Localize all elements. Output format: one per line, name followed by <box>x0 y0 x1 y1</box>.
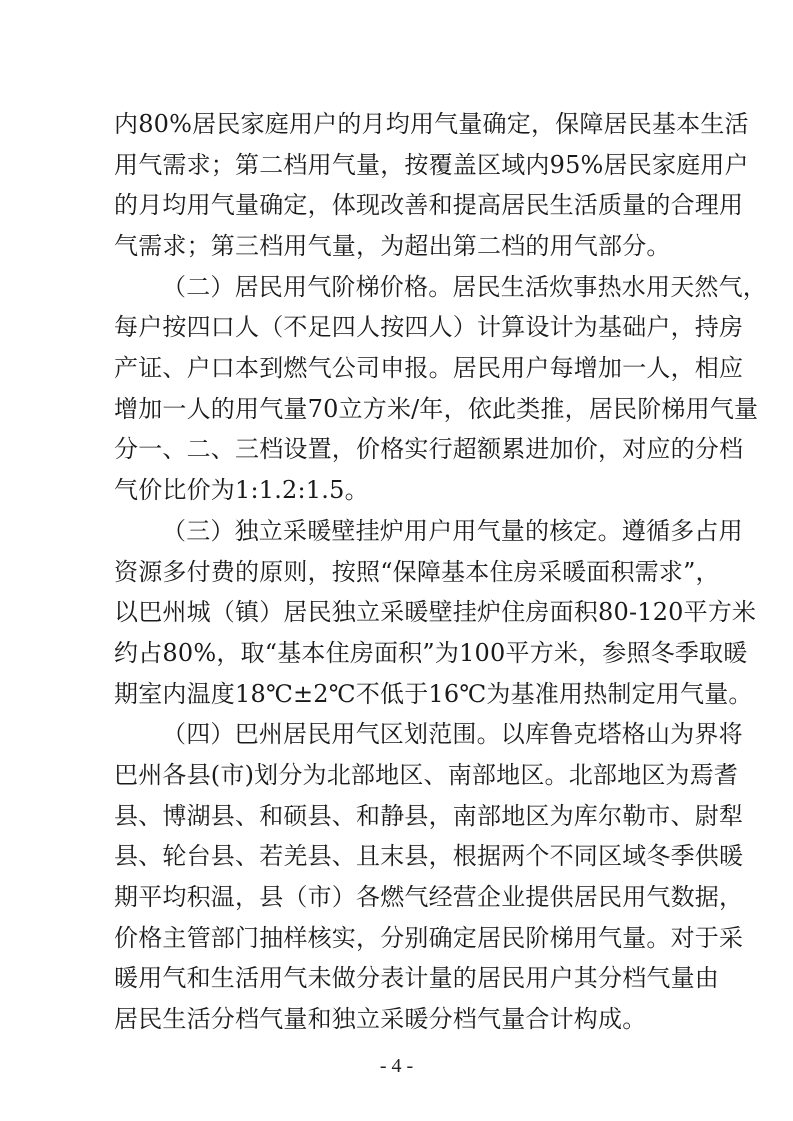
paragraph-line: 每户按四口人（不足四人按四人）计算设计为基础户，持房 <box>114 313 744 341</box>
paragraph-line: 增加一人的用气量70立方米/年，依此类推，居民阶梯用气量 <box>114 395 759 423</box>
paragraph-line: 资源多付费的原则，按照“保障基本住房采暖面积需求”， <box>114 558 720 586</box>
page-number: - 4 - <box>379 1055 414 1077</box>
paragraph-line: 县、博湖县、和硕县、和静县，南部地区为库尔勒市、尉犁 <box>114 802 744 830</box>
paragraph-line: 期平均积温，县（市）各燃气经营企业提供居民用气数据， <box>114 883 744 911</box>
paragraph-line: 分一、二、三档设置，价格实行超额累进加价，对应的分档 <box>114 435 744 463</box>
paragraph-line: 气需求；第三档用气量，为超出第二档的用气部分。 <box>114 232 671 260</box>
paragraph-heading-line: （四）巴州居民用气区划范围。以库鲁克塔格山为界将 <box>162 720 743 748</box>
paragraph-line: 以巴州城（镇）居民独立采暖壁挂炉住房面积80-120平方米 <box>114 598 757 626</box>
paragraph-line: 县、轮台县、若羌县、且末县，根据两个不同区域冬季供暖 <box>114 842 744 870</box>
paragraph-line: 产证、户口本到燃气公司申报。居民用户每增加一人，相应 <box>114 354 744 382</box>
paragraph-line: 约占80%，取“基本住房面积”为100平方米，参照冬季取暖 <box>114 639 748 667</box>
paragraph-line: 的月均用气量确定，体现改善和提高居民生活质量的合理用 <box>114 191 744 219</box>
paragraph-line: 内80%居民家庭用户的月均用气量确定，保障居民基本生活 <box>114 110 749 138</box>
paragraph-line: 期室内温度18℃±2℃不低于16℃为基准用热制定用气量。 <box>114 680 753 708</box>
paragraph-line: 居民生活分档气量和独立采暖分档气量合计构成。 <box>114 1005 647 1033</box>
paragraph-line: 暖用气和生活用气未做分表计量的居民用户其分档气量由 <box>114 964 719 992</box>
paragraph-heading-line: （三）独立采暖壁挂炉用户用气量的核定。遵循多占用 <box>162 517 743 545</box>
paragraph-line: 价格主管部门抽样核实，分别确定居民阶梯用气量。对于采 <box>114 924 744 952</box>
paragraph-line: 气价比价为1:1.2:1.5。 <box>114 476 369 504</box>
paragraph-line: 用气需求；第二档用气量，按覆盖区域内95%居民家庭用户 <box>114 151 749 179</box>
paragraph-heading-line: （二）居民用气阶梯价格。居民生活炊事热水用天然气， <box>162 273 767 301</box>
paragraph-line: 巴州各县(市)划分为北部地区、南部地区。北部地区为焉耆 <box>114 761 739 789</box>
